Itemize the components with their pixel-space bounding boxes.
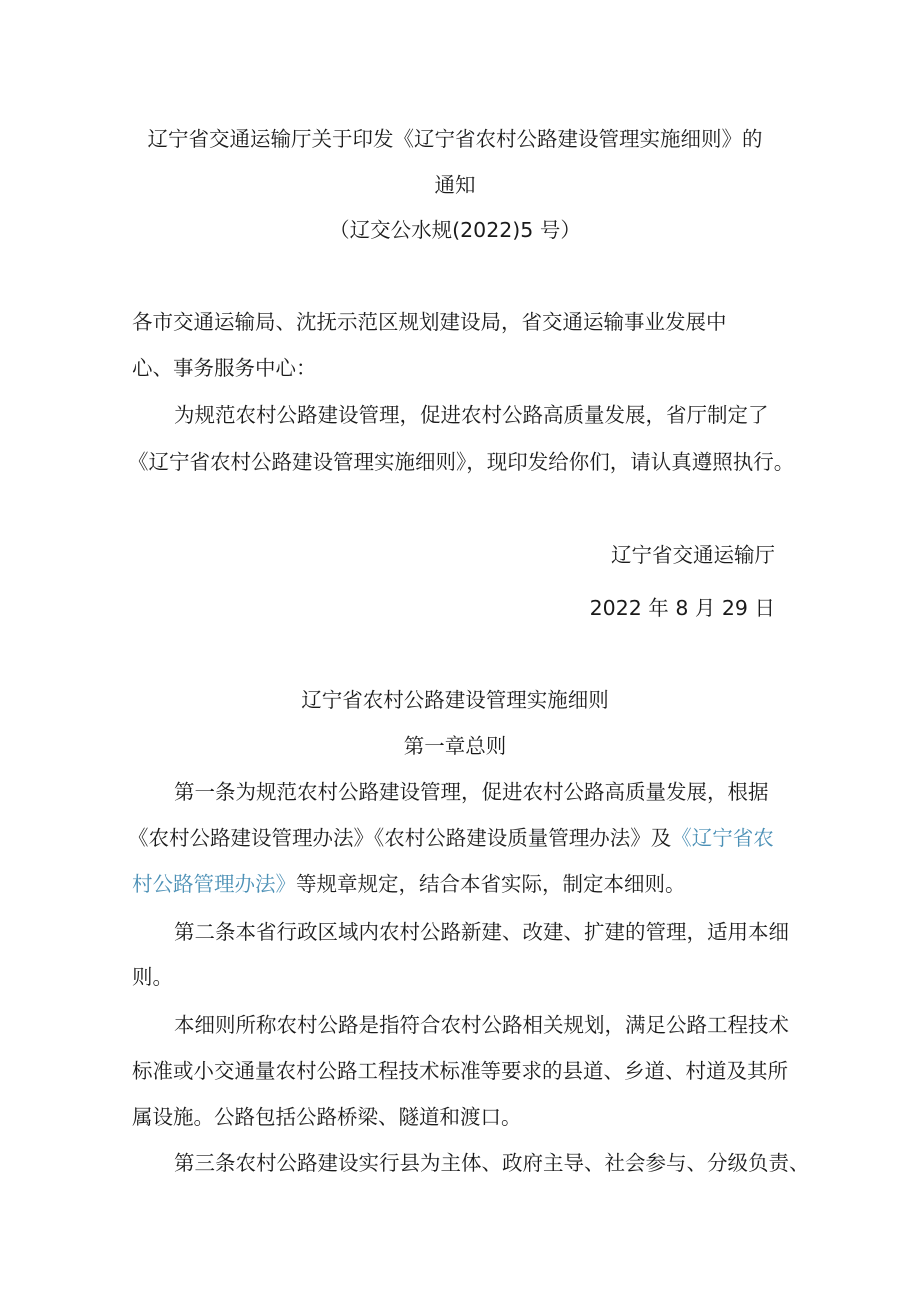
- addressee-line2: 心、事务服务中心：: [132, 356, 317, 380]
- doc-number: （辽交公水规(2022)5 号）: [329, 218, 581, 242]
- signature: 辽宁省交通运输厅: [611, 543, 775, 567]
- notice-body-line1: 为规范农村公路建设管理，促进农村公路高质量发展，省厅制定了: [174, 403, 769, 427]
- article2-line1: 第二条本省行政区域内农村公路新建、改建、扩建的管理，适用本细: [174, 920, 789, 944]
- article1-line2: [128, 825, 774, 851]
- notice-body-line2: 《辽宁省农村公路建设管理实施细则》，现印发给你们，请认真遵照执行。: [128, 450, 795, 474]
- addressee-line1: 各市交通运输局、沈抚示范区规划建设局，省交通运输事业发展中: [132, 310, 727, 334]
- notice-title-line1: 辽宁省交通运输厅关于印发《辽宁省农村公路建设管理实施细则》的: [147, 127, 763, 151]
- article1-line3: [132, 871, 686, 897]
- definition-line2: 标准或小交通量农村公路工程技术标准等要求的县道、乡道、村道及其所: [132, 1059, 788, 1083]
- article1-line2-text: 《农村公路建设管理办法》《农村公路建设质量管理办法》及: [128, 826, 672, 850]
- regulation-link-part2[interactable]: 村公路管理办法》: [132, 872, 296, 896]
- date: 2022 年 8 月 29 日: [589, 596, 775, 620]
- regulation-link-part1[interactable]: 《辽宁省农: [671, 826, 774, 850]
- definition-line1: 本细则所称农村公路是指符合农村公路相关规划，满足公路工程技术: [174, 1013, 789, 1037]
- definition-line3: 属设施。公路包括公路桥梁、隧道和渡口。: [132, 1105, 522, 1129]
- article1-line1: 第一条为规范农村公路建设管理，促进农村公路高质量发展，根据: [174, 780, 769, 804]
- article2-line2: 则。: [132, 965, 173, 989]
- notice-title-line2: 通知: [434, 173, 476, 197]
- chapter-heading: 第一章总则: [403, 734, 507, 758]
- article1-line3-text: 等规章规定，结合本省实际，制定本细则。: [296, 872, 686, 896]
- article3-line1: 第三条农村公路建设实行县为主体、政府主导、社会参与、分级负责、: [174, 1151, 810, 1175]
- rules-title: 辽宁省农村公路建设管理实施细则: [301, 688, 609, 712]
